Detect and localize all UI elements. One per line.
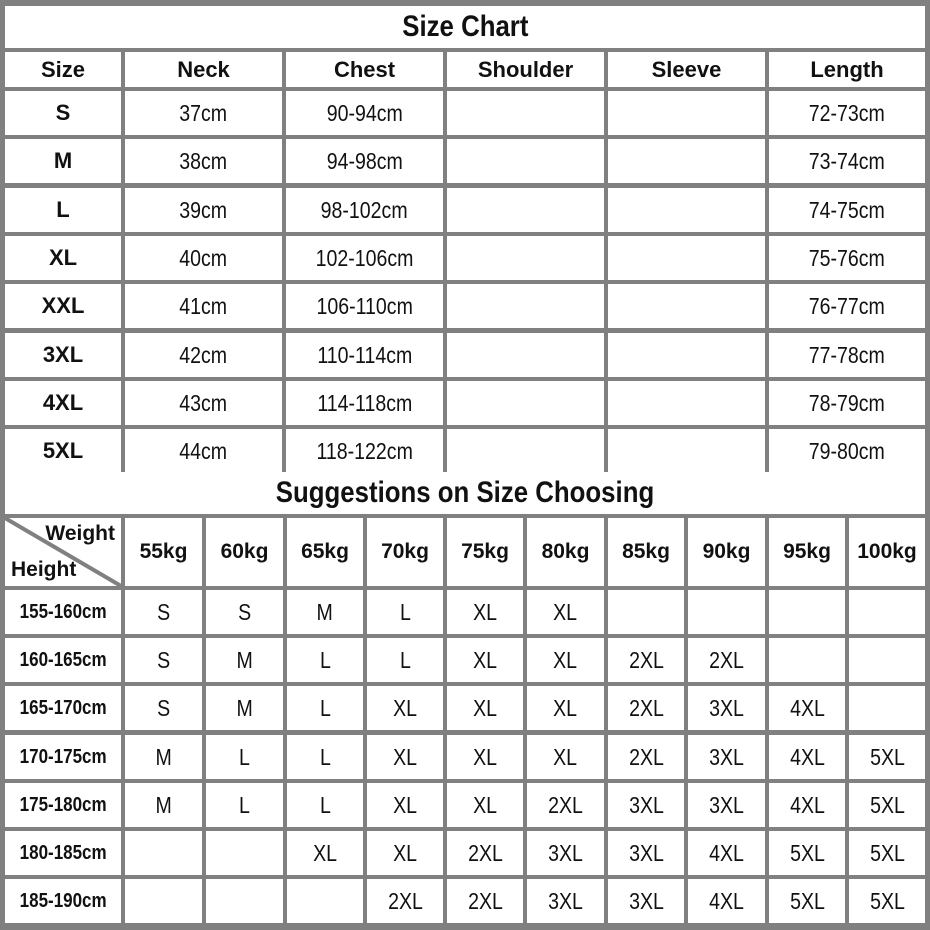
suggested-size-cell — [769, 879, 845, 923]
suggested-size-cell-text: 2XL — [467, 887, 503, 914]
measurement-cell-text: 114-118cm — [317, 389, 412, 416]
measurement-cell-text: 40cm — [179, 244, 228, 271]
suggested-size-cell — [447, 686, 523, 730]
suggested-size-cell — [769, 638, 845, 682]
size-label-text: XXL — [41, 293, 85, 318]
suggested-size-cell — [447, 638, 523, 682]
suggested-size-cell — [287, 590, 363, 634]
column-header-text: Size — [40, 56, 86, 82]
measurement-cell-text: 98-102cm — [321, 196, 408, 223]
measurement-cell-text: 94-98cm — [326, 147, 403, 174]
suggested-size-cell-text: M — [316, 598, 334, 625]
suggested-size-cell-text: M — [236, 694, 253, 721]
suggested-size-cell — [527, 686, 604, 730]
measurement-cell-text: 106-110cm — [316, 292, 413, 319]
measurement-cell — [447, 139, 604, 183]
suggested-size-cell-text: 4XL — [789, 694, 825, 721]
size-label — [5, 284, 121, 328]
size-label-text: 4XL — [42, 390, 84, 415]
measurement-cell — [447, 381, 604, 425]
suggested-size-cell-text: L — [399, 598, 411, 625]
measurement-cell — [286, 381, 443, 425]
suggested-size-cell — [367, 686, 443, 730]
suggested-size-cell-text: L — [239, 743, 250, 770]
height-label — [5, 735, 121, 779]
measurement-cell — [447, 91, 604, 135]
measurement-cell-text: 79-80cm — [808, 437, 886, 464]
suggested-size-cell — [367, 735, 443, 779]
suggested-size-cell — [769, 686, 845, 730]
measurement-cell — [608, 381, 765, 425]
suggested-size-cell-text: 3XL — [709, 791, 744, 818]
suggested-size-cell — [688, 879, 765, 923]
measurement-cell — [608, 139, 765, 183]
suggested-size-cell — [688, 686, 765, 730]
suggested-size-cell — [447, 831, 523, 875]
height-label — [5, 783, 121, 827]
measurement-cell-text: 78-79cm — [808, 389, 886, 416]
suggested-size-cell — [608, 638, 684, 682]
weight-header — [849, 518, 925, 586]
measurement-cell — [286, 236, 443, 280]
measurement-cell-text: 41cm — [179, 292, 228, 319]
suggested-size-cell — [206, 735, 283, 779]
measurement-cell-text: 76-77cm — [808, 292, 886, 319]
measurement-cell — [447, 236, 604, 280]
suggested-size-cell — [125, 783, 202, 827]
weight-header-text: 95kg — [783, 540, 831, 563]
size-label — [5, 381, 121, 425]
suggested-size-cell — [527, 590, 604, 634]
measurement-cell — [125, 91, 282, 135]
suggested-size-cell — [608, 879, 684, 923]
suggested-size-cell-text: L — [399, 646, 411, 673]
size-label-text: 3XL — [42, 342, 84, 367]
suggested-size-cell-text: 3XL — [709, 743, 744, 770]
size-label-text: 5XL — [42, 438, 84, 463]
suggested-size-cell — [688, 735, 765, 779]
suggested-size-cell — [206, 638, 283, 682]
height-label-text: 155-160cm — [19, 600, 107, 623]
weight-header-text: 75kg — [461, 540, 509, 563]
measurement-cell — [608, 284, 765, 328]
size-label — [5, 91, 121, 135]
suggested-size-cell-text: XL — [393, 694, 417, 721]
measurement-cell-text: 75-76cm — [808, 244, 886, 271]
size-label — [5, 139, 121, 183]
measurement-cell — [286, 139, 443, 183]
measurement-cell — [769, 188, 925, 232]
suggested-size-cell-text: 2XL — [548, 791, 583, 818]
suggested-size-cell-text: 4XL — [709, 887, 744, 914]
suggested-size-cell — [206, 686, 283, 730]
suggested-size-cell-text: 4XL — [709, 839, 744, 866]
measurement-cell — [447, 429, 604, 473]
measurement-cell-text: 90-94cm — [326, 99, 403, 126]
measurement-cell — [286, 188, 443, 232]
suggested-size-cell — [125, 735, 202, 779]
suggested-size-cell-text: XL — [473, 646, 497, 673]
weight-header — [608, 518, 684, 586]
measurement-cell — [608, 333, 765, 377]
size-label-text: L — [56, 197, 70, 222]
suggested-size-cell-text: L — [239, 791, 250, 818]
suggested-size-cell-text: 2XL — [628, 694, 664, 721]
measurement-cell — [769, 139, 925, 183]
suggested-size-cell — [206, 783, 283, 827]
column-header — [769, 52, 925, 87]
column-header — [447, 52, 604, 87]
weight-header — [287, 518, 363, 586]
height-label-text: 165-170cm — [19, 696, 107, 719]
measurement-cell — [125, 188, 282, 232]
suggested-size-cell — [125, 686, 202, 730]
height-label — [5, 590, 121, 634]
column-header — [286, 52, 443, 87]
suggested-size-cell — [367, 590, 443, 634]
suggested-size-cell-text: 3XL — [548, 887, 583, 914]
suggested-size-cell-text: S — [156, 598, 171, 625]
suggested-size-cell-text: XL — [553, 646, 578, 673]
suggested-size-cell-text: M — [236, 646, 253, 673]
suggested-size-cell-text: 3XL — [548, 839, 583, 866]
suggested-size-cell-text: M — [155, 791, 172, 818]
height-label-text: 170-175cm — [19, 745, 107, 768]
weight-header — [206, 518, 283, 586]
suggested-size-cell — [206, 879, 283, 923]
height-label — [5, 638, 121, 682]
suggested-size-cell-text: 5XL — [789, 887, 825, 914]
height-label-text: 160-165cm — [19, 648, 107, 671]
suggested-size-cell — [608, 686, 684, 730]
measurement-cell — [769, 236, 925, 280]
suggested-size-cell-text: 4XL — [789, 743, 825, 770]
suggested-size-cell-text: XL — [473, 791, 497, 818]
height-axis-label: Height — [11, 558, 77, 581]
suggested-size-cell — [688, 783, 765, 827]
suggested-size-cell-text: XL — [553, 694, 578, 721]
suggested-size-cell — [367, 783, 443, 827]
suggested-size-cell-text: 4XL — [789, 791, 825, 818]
measurement-cell — [125, 236, 282, 280]
suggested-size-cell — [688, 638, 765, 682]
suggested-size-cell-text: XL — [553, 598, 578, 625]
column-header — [5, 52, 121, 87]
height-label — [5, 879, 121, 923]
column-header-text: Shoulder — [477, 56, 574, 82]
suggested-size-cell — [527, 831, 604, 875]
suggested-size-cell — [125, 638, 202, 682]
suggested-size-cell-text: 2XL — [467, 839, 503, 866]
suggested-size-cell — [287, 638, 363, 682]
suggested-size-cell — [447, 783, 523, 827]
measurement-cell — [608, 188, 765, 232]
measurement-cell-text: 72-73cm — [808, 99, 886, 126]
measurement-cell — [447, 284, 604, 328]
measurement-cell — [447, 188, 604, 232]
suggested-size-cell-text: 2XL — [628, 743, 664, 770]
measurement-cell-text: 39cm — [179, 196, 228, 223]
height-label-text: 185-190cm — [19, 889, 107, 912]
suggested-size-cell — [769, 590, 845, 634]
suggested-size-cell-text: XL — [393, 791, 417, 818]
weight-header — [527, 518, 604, 586]
suggested-size-cell — [287, 831, 363, 875]
suggestions-title — [5, 472, 925, 514]
suggested-size-cell — [527, 783, 604, 827]
suggested-size-cell — [608, 735, 684, 779]
suggested-size-cell-text: 5XL — [869, 743, 905, 770]
suggested-size-cell-text: S — [237, 598, 252, 625]
weight-header — [367, 518, 443, 586]
suggested-size-cell-text: XL — [473, 694, 497, 721]
suggested-size-cell-text: L — [319, 694, 331, 721]
suggested-size-cell — [125, 590, 202, 634]
suggested-size-cell — [849, 590, 925, 634]
suggested-size-cell-text: 3XL — [628, 839, 664, 866]
suggested-size-cell — [287, 686, 363, 730]
measurement-cell — [769, 333, 925, 377]
size-label-text: XL — [48, 245, 78, 270]
suggested-size-cell-text: XL — [393, 743, 417, 770]
measurement-cell — [125, 333, 282, 377]
weight-header-text: 80kg — [541, 540, 590, 563]
measurement-cell — [286, 333, 443, 377]
suggested-size-cell — [849, 879, 925, 923]
height-label — [5, 686, 121, 730]
measurement-cell-text: 74-75cm — [808, 196, 886, 223]
measurement-cell-text: 37cm — [179, 99, 228, 126]
weight-header — [447, 518, 523, 586]
suggestions-title-text: Suggestions on Size Choosing — [275, 476, 655, 509]
suggested-size-cell-text: 5XL — [789, 839, 825, 866]
suggested-size-cell-text: L — [319, 646, 331, 673]
measurement-cell-text: 38cm — [179, 147, 228, 174]
measurement-cell — [125, 381, 282, 425]
suggested-size-cell — [206, 590, 283, 634]
measurement-cell — [608, 236, 765, 280]
measurement-cell-text: 118-122cm — [316, 437, 413, 464]
suggested-size-cell — [447, 879, 523, 923]
measurement-cell — [769, 91, 925, 135]
measurement-cell-text: 77-78cm — [808, 341, 886, 368]
suggested-size-cell — [367, 638, 443, 682]
suggested-size-cell-text: 3XL — [709, 694, 744, 721]
measurement-cell — [769, 284, 925, 328]
suggested-size-cell-text: XL — [473, 743, 497, 770]
suggested-size-cell — [527, 735, 604, 779]
suggested-size-cell — [608, 831, 684, 875]
suggested-size-cell-text: 3XL — [628, 887, 664, 914]
measurement-cell — [608, 91, 765, 135]
size-label — [5, 333, 121, 377]
suggested-size-cell — [367, 879, 443, 923]
suggested-size-cell — [608, 590, 684, 634]
suggested-size-cell-text: XL — [393, 839, 417, 866]
weight-header — [769, 518, 845, 586]
weight-header — [125, 518, 202, 586]
weight-header-text: 100kg — [857, 540, 917, 563]
weight-header-text: 70kg — [381, 540, 429, 563]
suggested-size-cell — [367, 831, 443, 875]
measurement-cell — [125, 429, 282, 473]
suggested-size-cell-text: 2XL — [387, 887, 423, 914]
measurement-cell — [125, 139, 282, 183]
measurement-cell-text: 43cm — [179, 389, 228, 416]
suggested-size-cell — [125, 879, 202, 923]
suggested-size-cell — [447, 590, 523, 634]
measurement-cell-text: 110-114cm — [317, 341, 412, 368]
size-label — [5, 429, 121, 473]
suggested-size-cell — [769, 735, 845, 779]
weight-header-text: 65kg — [301, 540, 349, 563]
measurement-cell — [769, 381, 925, 425]
measurement-cell — [125, 284, 282, 328]
suggested-size-cell-text: L — [319, 743, 331, 770]
suggested-size-cell-text: 3XL — [628, 791, 664, 818]
suggested-size-cell-text: XL — [553, 743, 578, 770]
suggested-size-cell-text: S — [156, 646, 171, 673]
size-chart-title — [5, 6, 925, 48]
suggested-size-cell-text: 5XL — [869, 791, 905, 818]
measurement-cell — [447, 333, 604, 377]
measurement-cell-text: 73-74cm — [808, 147, 886, 174]
suggested-size-cell-text: XL — [313, 839, 337, 866]
weight-axis-label: Weight — [45, 522, 115, 545]
suggested-size-cell — [688, 590, 765, 634]
column-header — [608, 52, 765, 87]
suggested-size-cell — [527, 879, 604, 923]
suggested-size-cell-text: S — [156, 694, 171, 721]
suggested-size-cell-text: 2XL — [628, 646, 664, 673]
size-label — [5, 236, 121, 280]
measurement-cell-text: 102-106cm — [315, 244, 414, 271]
height-label — [5, 831, 121, 875]
measurement-cell — [286, 91, 443, 135]
suggested-size-cell — [849, 831, 925, 875]
height-label-text: 180-185cm — [19, 841, 107, 864]
suggested-size-cell — [849, 686, 925, 730]
size-chart-title-text: Size Chart — [401, 10, 529, 43]
suggested-size-cell — [287, 735, 363, 779]
suggested-size-cell — [287, 783, 363, 827]
suggested-size-cell — [287, 879, 363, 923]
weight-header-text: 90kg — [702, 540, 751, 563]
measurement-cell — [769, 429, 925, 473]
column-header — [125, 52, 282, 87]
suggested-size-cell — [769, 831, 845, 875]
suggested-size-cell — [849, 638, 925, 682]
suggested-size-cell — [447, 735, 523, 779]
size-label — [5, 188, 121, 232]
suggested-size-cell — [849, 783, 925, 827]
measurement-cell — [286, 429, 443, 473]
suggested-size-cell-text: L — [319, 791, 331, 818]
weight-header — [688, 518, 765, 586]
suggested-size-cell-text: 5XL — [869, 839, 905, 866]
size-label-text: M — [53, 148, 73, 173]
column-header-text: Length — [810, 56, 884, 82]
column-header-text: Neck — [177, 56, 230, 82]
column-header-text: Sleeve — [651, 56, 722, 82]
weight-header-text: 60kg — [220, 540, 269, 563]
measurement-cell — [286, 284, 443, 328]
suggested-size-cell-text: 5XL — [869, 887, 905, 914]
weight-height-corner — [5, 518, 121, 586]
suggested-size-cell — [769, 783, 845, 827]
height-label-text: 175-180cm — [19, 793, 107, 816]
suggested-size-cell-text: XL — [473, 598, 497, 625]
column-header-text: Chest — [333, 56, 396, 82]
suggested-size-cell — [849, 735, 925, 779]
weight-header-text: 55kg — [139, 540, 188, 563]
measurement-cell-text: 44cm — [179, 437, 228, 464]
size-label-text: S — [55, 100, 71, 125]
measurement-cell — [608, 429, 765, 473]
suggested-size-cell — [527, 638, 604, 682]
suggested-size-cell-text: M — [155, 743, 172, 770]
measurement-cell-text: 42cm — [179, 341, 228, 368]
suggested-size-cell — [688, 831, 765, 875]
suggested-size-cell — [206, 831, 283, 875]
suggested-size-cell — [608, 783, 684, 827]
suggested-size-cell-text: 2XL — [709, 646, 744, 673]
weight-header-text: 85kg — [622, 540, 670, 563]
suggested-size-cell — [125, 831, 202, 875]
